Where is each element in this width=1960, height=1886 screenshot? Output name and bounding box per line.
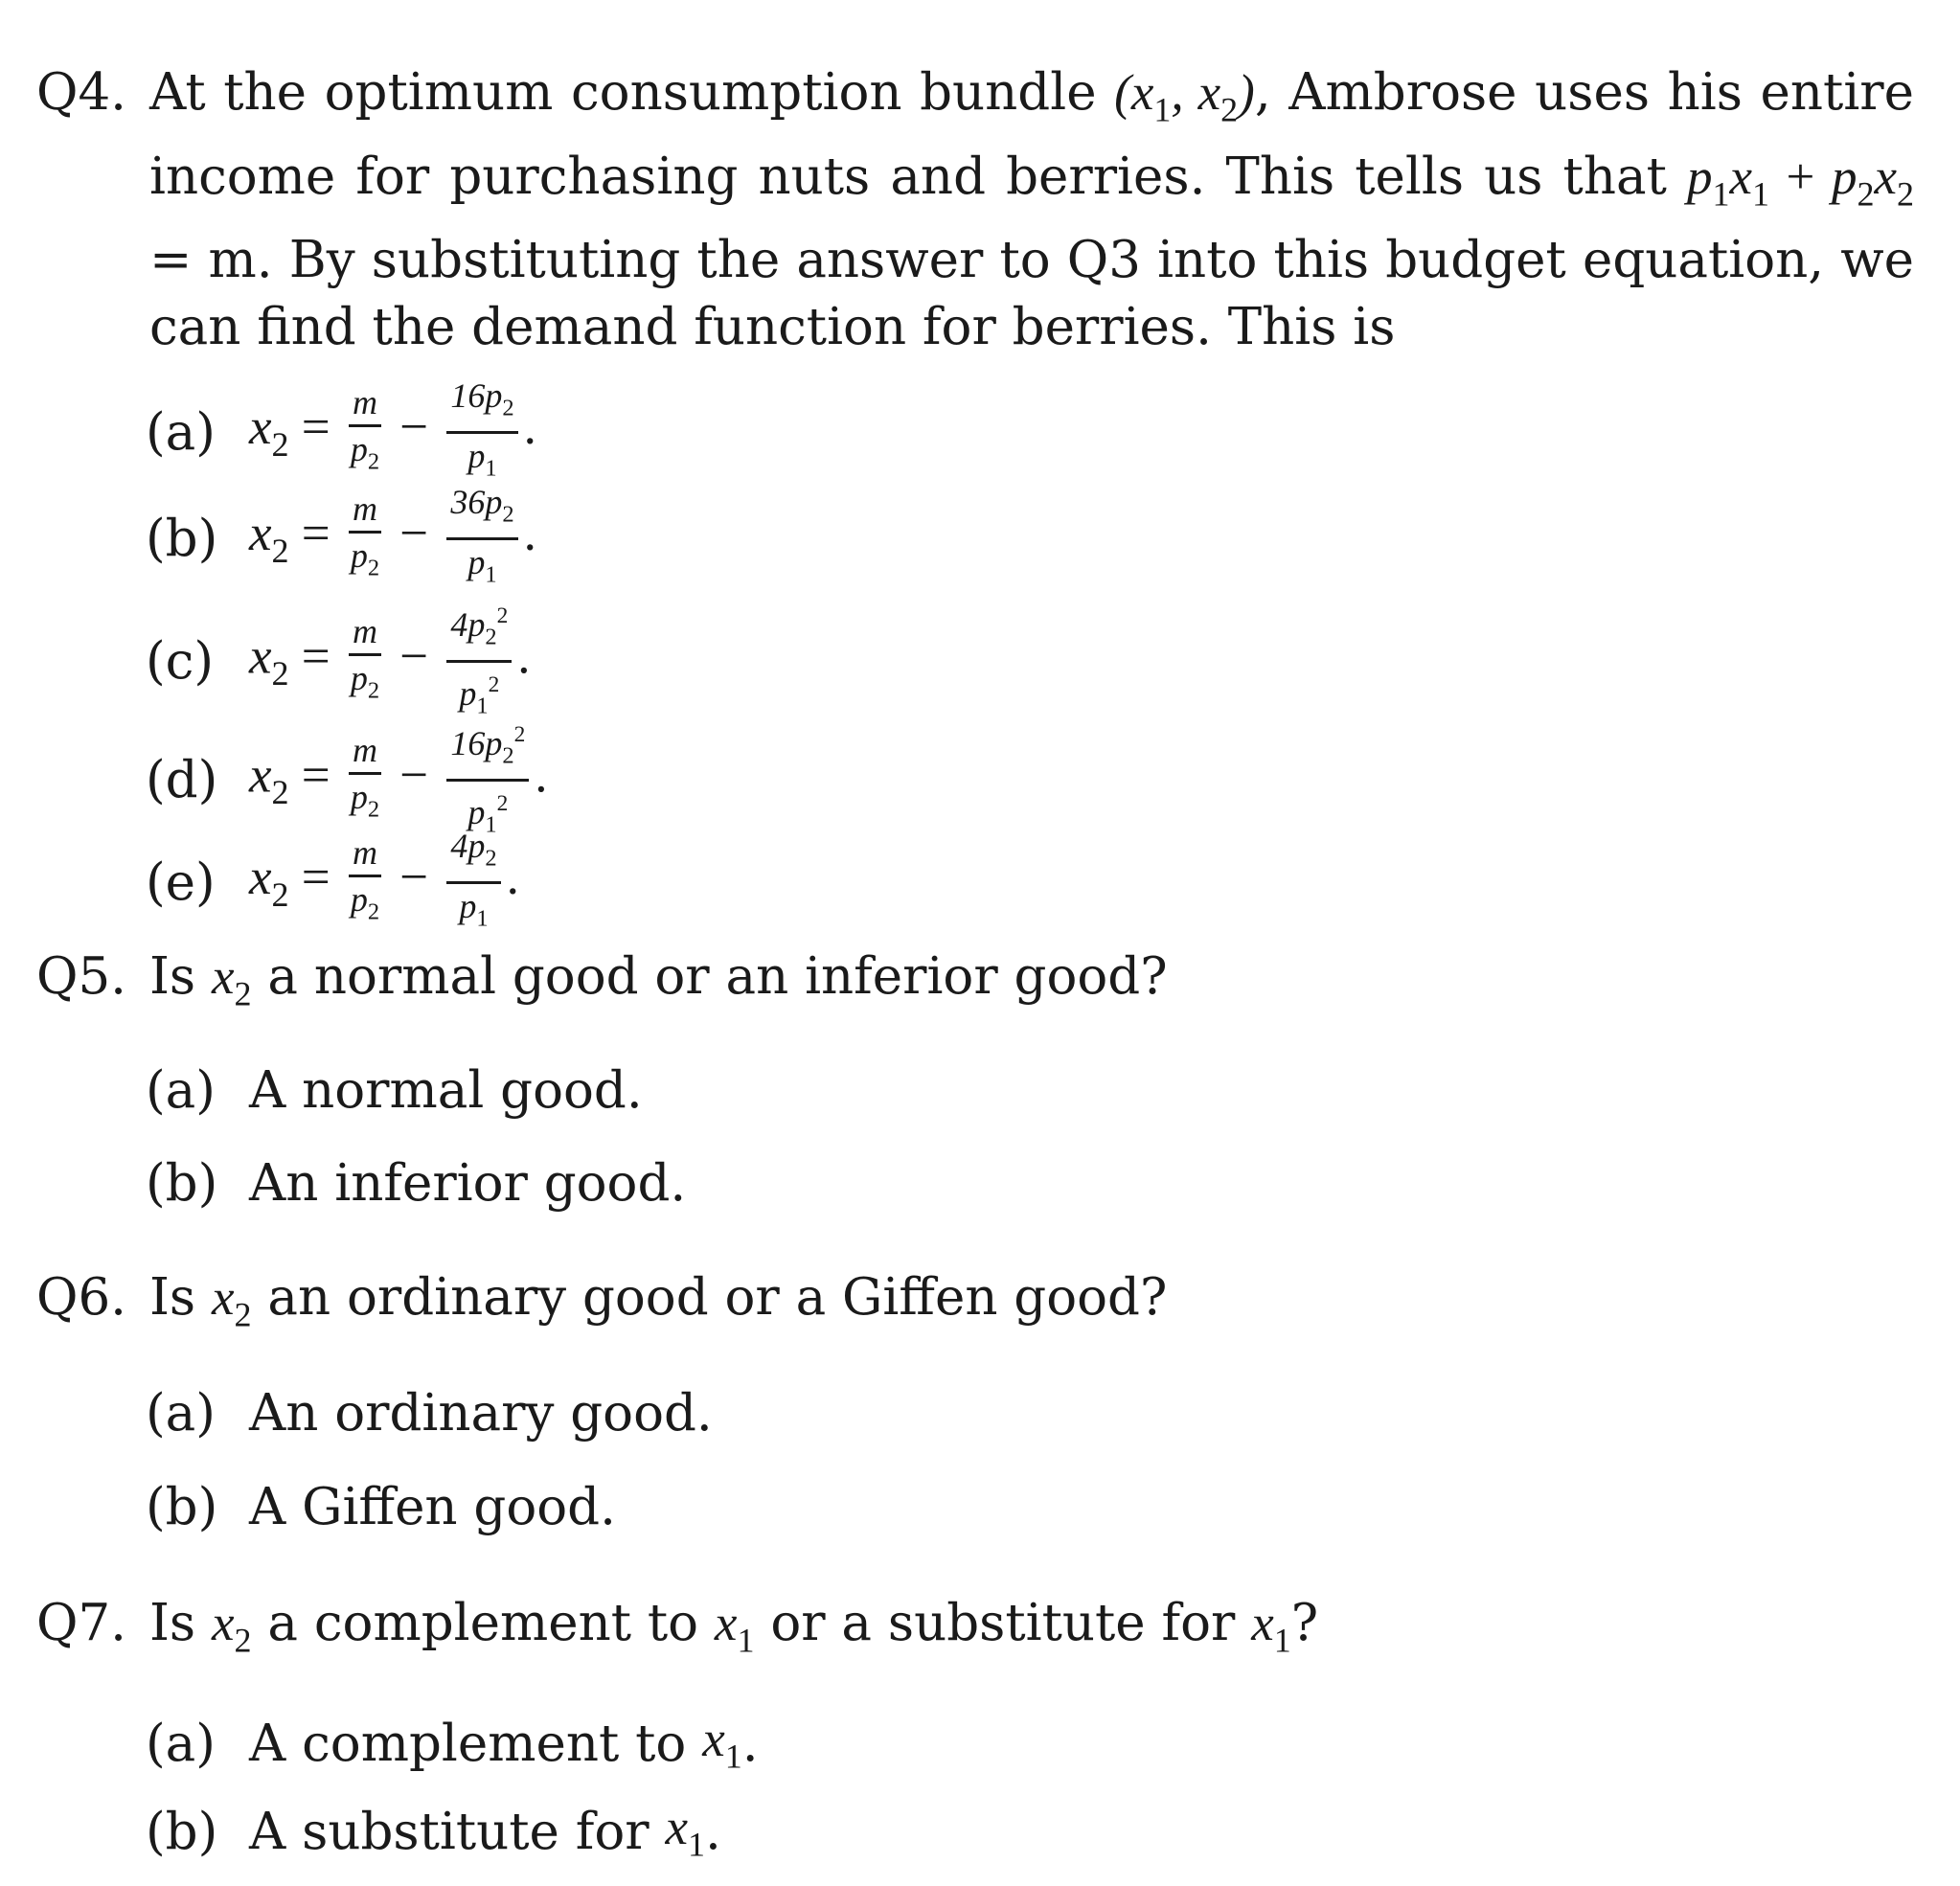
- question-q4: [36, 59, 1914, 361]
- question-number: Q7.: [36, 1594, 127, 1652]
- option-c[interactable]: (c) $x_2$ = $\frac{m}{p_2}$ − $\frac{4p_2^2}{p_1^2}$ .: [146, 596, 531, 726]
- option-a[interactable]: (a) $x_2$ = $\frac{m}{p_2}$ − $\frac{16p_2}{p_1}$ .: [146, 375, 536, 489]
- question-number: Q5.: [36, 947, 127, 1006]
- option-d[interactable]: (d) $x_2$ = $\frac{m}{p_2}$ − $\frac{16p_2^2}{p_1^2}$ .: [146, 715, 548, 845]
- question-text: At the optimum consumption bundle ($x_1$, $x_2$), Ambrose uses his entire income for purchasing nuts and berries. This tells us that $p_1x_1 + p_2x_2 = m$. By substituting the answer to Q3 into this budget equation, we can find the demand function for berries. This is: [149, 63, 1914, 357]
- question-q6: [36, 1264, 1914, 1349]
- demand-equation: $x_2$ = $\frac{m}{p_2}$ − $\frac{36p_2}{p_1}$ .: [249, 483, 536, 588]
- option-a[interactable]: (a) An ordinary good.: [146, 1384, 713, 1443]
- budget-expression: $p_1x_1 + p_2x_2$: [1686, 148, 1914, 214]
- option-b[interactable]: (b) A substitute for $x_1$ .: [146, 1800, 721, 1864]
- demand-equation: $x_2$ = $\frac{m}{p_2}$ − $\frac{4p_2}{p_1}$ .: [249, 827, 519, 932]
- option-a[interactable]: (a) A normal good.: [146, 1061, 643, 1120]
- question-text: Is $x_2$ a normal good or an inferior good?: [149, 947, 1168, 1013]
- question-q5: [36, 943, 1914, 1028]
- option-b[interactable]: (b) $x_2$ = $\frac{m}{p_2}$ − $\frac{36p_2}{p_1}$ .: [146, 482, 536, 595]
- option-b[interactable]: (b) An inferior good.: [146, 1154, 687, 1213]
- question-q7: [36, 1590, 1914, 1674]
- demand-equation: $x_2$ = $\frac{m}{p_2}$ − $\frac{4p_2^2}{p_1^2}$ .: [249, 596, 531, 726]
- option-e[interactable]: (e) $x_2$ = $\frac{m}{p_2}$ − $\frac{4p_2}{p_1}$ .: [146, 826, 519, 939]
- bundle-expression: ($x_1$, $x_2$): [1114, 65, 1255, 129]
- question-number: Q4.: [36, 63, 127, 122]
- option-a[interactable]: (a) A complement to $x_1$ .: [146, 1712, 759, 1776]
- question-text: Is $x_2$ a complement to $x_1$ or a substitute for $x_1$?: [149, 1594, 1319, 1660]
- question-number: Q6.: [36, 1268, 127, 1327]
- demand-equation: $x_2$ = $\frac{m}{p_2}$ − $\frac{16p_2^2}{p_1^2}$ .: [249, 715, 548, 845]
- demand-equation: $x_2$ = $\frac{m}{p_2}$ − $\frac{16p_2}{p_1}$ .: [249, 376, 536, 482]
- option-b[interactable]: (b) A Giffen good.: [146, 1478, 616, 1536]
- question-text: Is $x_2$ an ordinary good or a Giffen good?: [149, 1268, 1168, 1334]
